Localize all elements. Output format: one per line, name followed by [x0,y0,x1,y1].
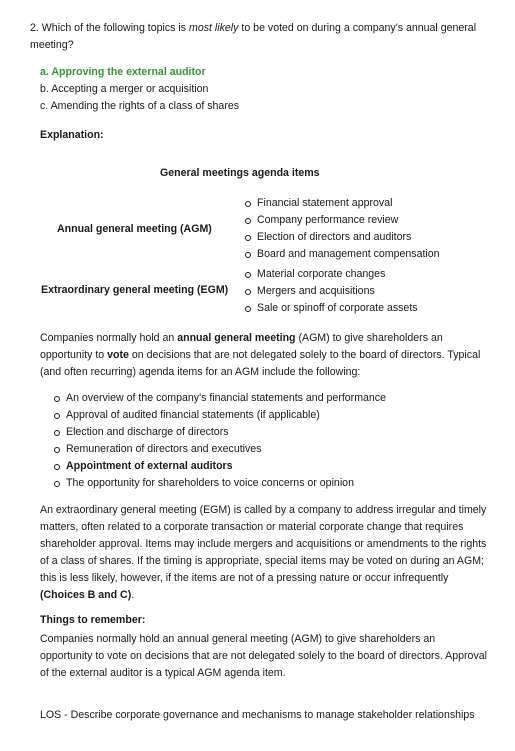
agenda-table-title: General meetings agenda items [160,167,320,179]
egm-agenda-item: Sale or spinoff of corporate assets [257,300,418,317]
agm-row-label: Annual general meeting (AGM) [57,223,212,235]
question-emphasis: most likely [189,22,239,34]
egm-agenda-item: Mergers and acquisitions [257,283,375,300]
para-text: on decisions that are not delegated solely to the board of directors. Typical (and often recurring) agenda items for an AGM include the following: [40,349,481,378]
answer-choice-b[interactable]: b. Accepting a merger or acquisition [40,83,209,95]
things-to-remember-heading: Things to remember: [40,614,146,626]
los-statement: LOS - Describe corporate governance and mechanisms to manage stakeholder relationships [40,709,475,721]
explanation-heading: Explanation: [40,129,104,141]
question-text-start: Which of the following topics is [41,22,189,34]
agm-list-item-bold: Appointment of external auditors [66,458,233,475]
egm-paragraph [40,502,490,604]
answer-choice-c[interactable]: c. Amending the rights of a class of shares [40,100,240,112]
egm-row-label: Extraordinary general meeting (EGM) [41,284,229,296]
agm-agenda-item: Election of directors and auditors [257,229,411,246]
para-text: Companies normally hold an [40,332,178,344]
para-bold-agm: annual general meeting [177,332,296,344]
para-bold-choices: (Choices B and C) [40,589,132,601]
agm-agenda-item: Financial statement approval [257,195,392,212]
para-text: (AGM) to give shareholders an opportunity to [40,332,443,361]
question-number: 2. [30,22,39,34]
agm-intro-paragraph [40,330,490,381]
para-text: An extraordinary general meeting (EGM) is called by a company to address irregular and timely matters, often related to a corporate transaction or material corporate change that requires shareholder approval. Items may include mergers and acquisitions or amendments to the rights of a class of shares. If the timing is appropriate, special items may be voted on during an AGM; this is less likely, however, if the items are not of a pressing nature or occur infrequently [40,504,487,584]
para-bold-vote: vote [107,349,129,361]
agm-agenda-item: Company performance review [257,212,398,229]
answer-choice-a[interactable]: a. Approving the external auditor [40,66,206,78]
things-to-remember-text: Companies normally hold an annual general meeting (AGM) to give shareholders an opportunity to vote on decisions that are not delegated solely to the board of directors. Approval of the external auditor is a typical AGM agenda item. [40,633,487,679]
agm-agenda-item: Board and management compensation [257,246,440,263]
agm-list-item: Election and discharge of directors [66,424,229,441]
para-text: . [131,589,135,601]
agm-list-item: The opportunity for shareholders to voice concerns or opinion [66,475,354,492]
question-text-end: to be voted on during a company's annual general meeting? [30,22,477,51]
agm-list-item: Remuneration of directors and executives [66,441,262,458]
agm-list-item: Approval of audited financial statements (if applicable) [66,407,320,424]
agm-list-item: An overview of the company's financial statements and performance [66,390,386,407]
question-text [30,20,490,54]
egm-agenda-item: Material corporate changes [257,266,385,283]
